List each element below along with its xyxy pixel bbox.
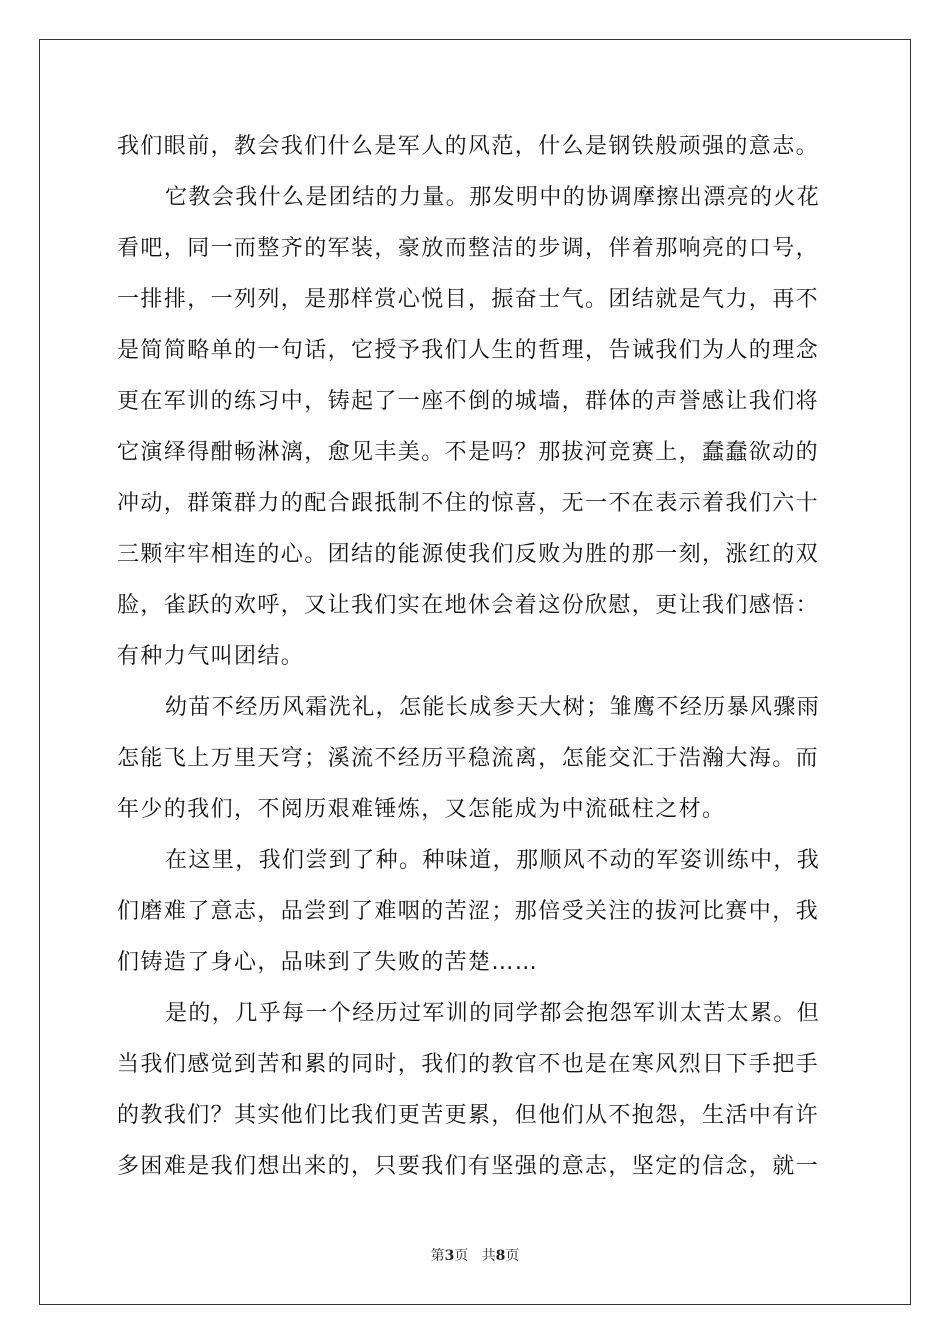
text-line: 一排排，一列列，是那样赏心悦目，振奋士气。团结就是气力，再不 [117,287,820,312]
text-line: 们铸造了身心，品味到了失败的苦楚…… [117,950,539,975]
text-line: 们磨难了意志，品尝到了难咽的苦涩；那倍受关注的拔河比赛中，我 [117,899,820,924]
text-line: 脸，雀跃的欢呼，又让我们实在地休会着这份欣慰，更让我们感悟： [117,593,820,618]
text-line: 它演绎得酣畅淋漓，愈见丰美。不是吗？那拔河竞赛上，蠢蠢欲动的 [117,440,820,465]
footer-page-unit: 页 [454,1248,469,1264]
text-line: 的教我们？其实他们比我们更苦更累，但他们从不抱怨，生活中有许 [117,1103,820,1128]
total-pages-number: 8 [495,1248,506,1264]
text-line: 看吧，同一而整齐的军装，豪放而整洁的步调，伴着那响亮的口号， [117,236,820,261]
text-line: 我们眼前，教会我们什么是军人的风范，什么是钢铁般顽强的意志。 [117,134,820,159]
text-line: 三颗牢牢相连的心。团结的能源使我们反败为胜的那一刻，涨红的双 [117,542,820,567]
page-footer [0,1245,950,1265]
paragraph-start-line: 幼苗不经历风霜洗礼，怎能长成参天大树；雏鹰不经历暴风骤雨 [165,695,821,720]
paragraph-start-line: 是的，几乎每一个经历过军训的同学都会抱怨军训太苦太累。但 [165,1001,821,1026]
text-line: 有种力气叫团结。 [117,644,305,669]
text-line: 多困难是我们想出来的，只要我们有坚强的意志，坚定的信念，就一 [117,1154,820,1179]
paragraph-start-line: 它教会我什么是团结的力量。那发明中的协调摩擦出漂亮的火花 [165,185,821,210]
current-page-number: 3 [444,1248,455,1264]
footer-prefix: 第 [430,1248,445,1264]
text-line: 怎能飞上万里天穹；溪流不经历平稳流离，怎能交汇于浩瀚大海。而 [117,746,820,771]
footer-total-prefix: 共 [481,1248,496,1264]
text-line: 当我们感觉到苦和累的同时，我们的教官不也是在寒风烈日下手把手 [117,1052,820,1077]
text-line: 年少的我们，不阅历艰难锤炼，又怎能成为中流砥柱之材。 [117,797,726,822]
paragraph-start-line: 在这里，我们尝到了种。种味道，那顺风不动的军姿训练中，我 [165,848,821,873]
text-line: 更在军训的练习中，铸起了一座不倒的城墙，群体的声誉感让我们将 [117,389,820,414]
footer-total-unit: 页 [505,1248,520,1264]
text-line: 冲动，群策群力的配合跟抵制不住的惊喜，无一不在表示着我们六十 [117,491,820,516]
text-line: 是简简略单的一句话，它授予我们人生的哲理，告诫我们为人的理念 [117,338,820,363]
